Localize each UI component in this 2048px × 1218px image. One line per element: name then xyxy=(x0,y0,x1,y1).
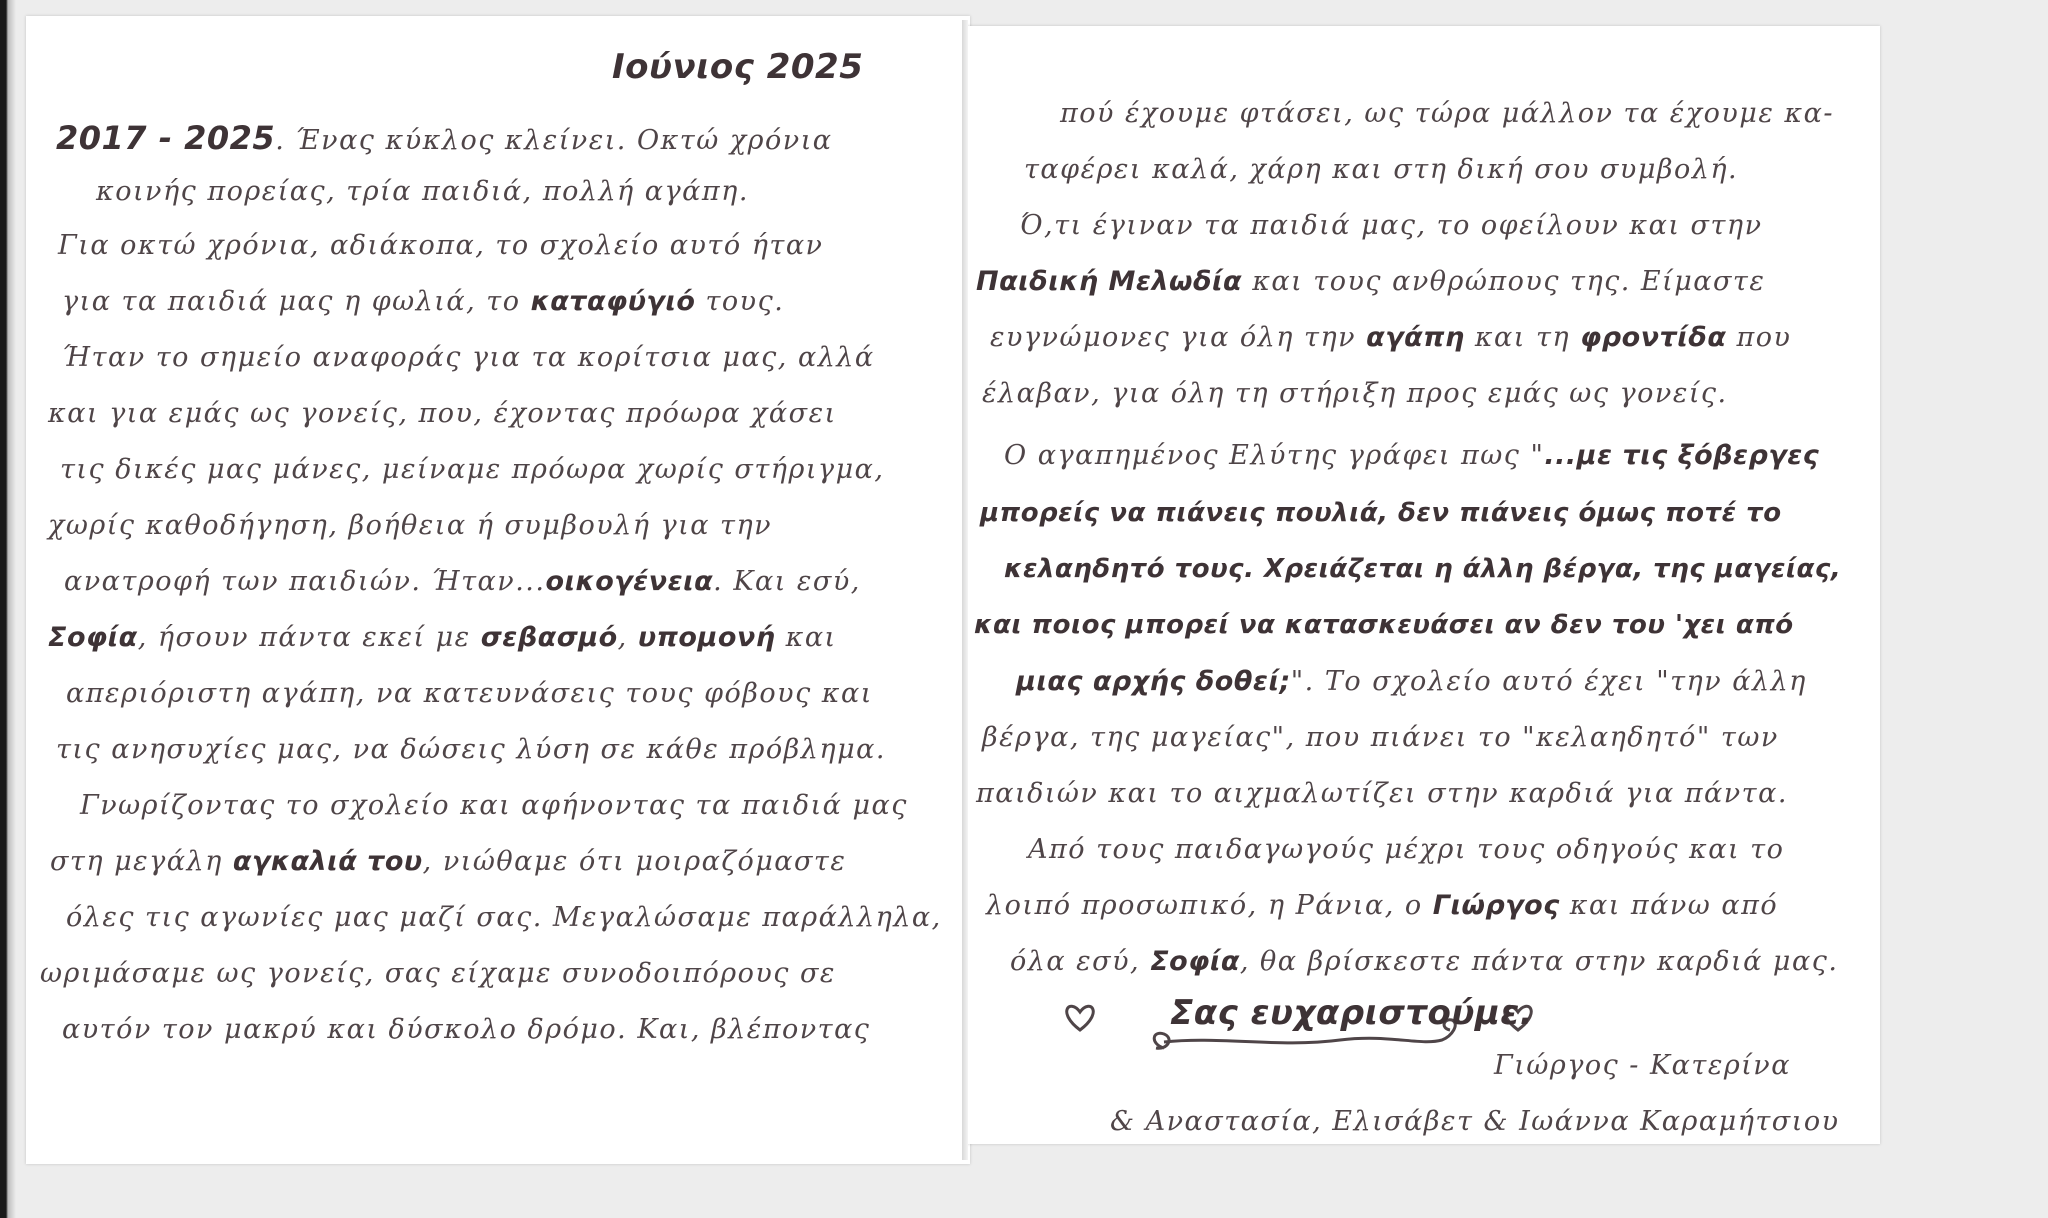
right-line-14: Από τους παιδαγωγούς μέχρι τους οδηγούς και το xyxy=(1028,834,1785,865)
year-range: 2017 - 2025 xyxy=(56,119,276,157)
right-line-7-a: Ο αγαπημένος Ελύτης γράφει πως " xyxy=(1004,440,1545,471)
emphasis-sevasmo: σεβασμό xyxy=(480,622,618,653)
right-line-15-c: και πάνω από xyxy=(1569,890,1779,921)
right-line-15-a: λοιπό προσωπικό, η Ράνια, ο xyxy=(986,890,1423,921)
right-line-16-a: όλα εσύ, xyxy=(1010,946,1141,977)
left-line-14 xyxy=(50,848,846,875)
left-line-9-c: . Και εσύ, xyxy=(713,566,861,597)
right-line-8-quote: μπορείς να πιάνεις πουλιά, δεν πιάνεις όμως ποτέ το xyxy=(980,498,1782,528)
left-line-10-b: , ήσουν πάντα εκεί με xyxy=(137,622,471,653)
right-line-5 xyxy=(990,324,1791,351)
scan-edge-shadow xyxy=(0,0,16,1218)
left-line-10 xyxy=(48,624,837,651)
emphasis-agapi: αγάπη xyxy=(1366,322,1465,353)
emphasis-katafygio: καταφύγιό xyxy=(530,286,696,317)
right-line-11 xyxy=(1016,668,1807,695)
right-line-4 xyxy=(976,268,1765,295)
right-line-10-quote: και ποιος μπορεί να κατασκευάσει αν δεν του 'χει από xyxy=(974,610,1794,640)
right-line-16 xyxy=(1010,948,1838,975)
right-line-2: ταφέρει καλά, χάρη και στη δική σου συμβολή. xyxy=(1024,154,1739,185)
right-line-1: πού έχουμε φτάσει, ως τώρα μάλλον τα έχουμε κα- xyxy=(1060,98,1834,129)
page-fold xyxy=(962,20,968,1160)
left-line-8: χωρίς καθοδήγηση, βοήθεια ή συμβουλή για την xyxy=(48,510,773,541)
right-line-16-c: , θα βρίσκεστε πάντα στην καρδιά μας. xyxy=(1239,946,1839,977)
left-line-17: αυτόν τον μακρύ και δύσκολο δρόμο. Και, βλέποντας xyxy=(62,1014,871,1045)
right-line-12: βέργα, της μαγείας", που πιάνει το "κελαηδητό" των xyxy=(982,722,1779,753)
left-line-4-c: τους. xyxy=(705,286,785,317)
left-line-13: Γνωρίζοντας το σχολείο και αφήνοντας τα παιδιά μας xyxy=(80,790,908,821)
right-line-9-quote: κελαηδητό τους. Χρειάζεται η άλλη βέργα, της μαγείας, xyxy=(1004,554,1842,584)
quote-end: μιας αρχής δοθεί; xyxy=(1016,666,1291,697)
right-line-7 xyxy=(1004,442,1819,469)
left-line-16: ωριμάσαμε ως γονείς, σας είχαμε συνοδοιπόρους σε xyxy=(40,958,836,989)
left-line-12: τις ανησυχίες μας, να δώσεις λύση σε κάθε πρόβλημα. xyxy=(56,734,886,765)
emphasis-frontida: φροντίδα xyxy=(1580,322,1727,353)
left-line-4 xyxy=(62,288,784,315)
signature-line-1: Γιώργος - Κατερίνα xyxy=(1494,1050,1791,1081)
left-line-11: απεριόριστη αγάπη, να κατευνάσεις τους φόβους και xyxy=(66,678,873,709)
left-line-15: όλες τις αγωνίες μας μαζί σας. Μεγαλώσαμε παράλληλα, xyxy=(66,902,942,933)
right-line-5-c: και τη xyxy=(1474,322,1571,353)
right-line-3: Ό,τι έγιναν τα παιδιά μας, το οφείλουν και στην xyxy=(1020,210,1763,241)
left-line-6: και για εμάς ως γονείς, που, έχοντας πρόωρα χάσει xyxy=(48,398,837,429)
left-line-10-f: και xyxy=(785,622,837,653)
left-line-1-text: . Ένας κύκλος κλείνει. Οκτώ χρόνια xyxy=(275,125,833,156)
left-line-10-d: , xyxy=(617,622,628,653)
left-line-2: κοινής πορείας, τρία παιδιά, πολλή αγάπη. xyxy=(96,176,749,207)
right-line-11-b: ". Το σχολείο αυτό έχει "την άλλη xyxy=(1290,666,1807,697)
signature-line-2: & Αναστασία, Ελισάβετ & Ιωάννα Καραμήτσιου xyxy=(1110,1106,1840,1137)
right-line-15 xyxy=(986,892,1778,919)
left-line-7: τις δικές μας μάνες, μείναμε πρόωρα χωρίς στήριγμα, xyxy=(60,454,885,485)
right-line-5-e: που xyxy=(1736,322,1792,353)
left-line-14-a: στη μεγάλη xyxy=(50,846,223,877)
left-line-5: Ήταν το σημείο αναφοράς για τα κορίτσια μας, αλλά xyxy=(62,342,875,373)
thanks-text: Σας ευχαριστούμε. xyxy=(1170,993,1534,1033)
emphasis-paidiki-melodia: Παιδική Μελωδία xyxy=(976,266,1243,297)
emphasis-oikogeneia: οικογένεια xyxy=(545,566,714,597)
left-line-14-c: , νιώθαμε ότι μοιραζόμαστε xyxy=(422,846,847,877)
left-line-4-a: για τα παιδιά μας η φωλιά, το xyxy=(62,286,521,317)
emphasis-sofia: Σοφία xyxy=(48,622,138,653)
emphasis-ypomoni: υπομονή xyxy=(637,622,776,653)
left-heart-icon xyxy=(1067,1006,1094,1030)
left-line-3: Για οκτώ χρόνια, αδιάκοπα, το σχολείο αυτό ήταν xyxy=(58,230,824,261)
right-line-13: παιδιών και το αιχμαλωτίζει στην καρδιά για πάντα. xyxy=(976,778,1788,809)
letter-date-heading: Ιούνιος 2025 xyxy=(612,47,864,87)
right-line-4-b: και τους ανθρώπους της. Είμαστε xyxy=(1252,266,1766,297)
emphasis-giorgos: Γιώργος xyxy=(1432,890,1560,921)
left-line-9-a: ανατροφή των παιδιών. Ήταν... xyxy=(64,566,546,597)
quote-start: ...με τις ξόβεργες xyxy=(1544,440,1820,471)
right-line-6: έλαβαν, για όλη τη στήριξη προς εμάς ως γονείς. xyxy=(982,378,1728,409)
left-line-9 xyxy=(64,568,861,595)
emphasis-agkalia: αγκαλιά του xyxy=(232,846,423,877)
left-line-1 xyxy=(56,119,833,157)
emphasis-sofia-2: Σοφία xyxy=(1150,946,1240,977)
right-line-5-a: ευγνώμονες για όλη την xyxy=(990,322,1357,353)
closing-thanks xyxy=(1060,990,1560,1060)
